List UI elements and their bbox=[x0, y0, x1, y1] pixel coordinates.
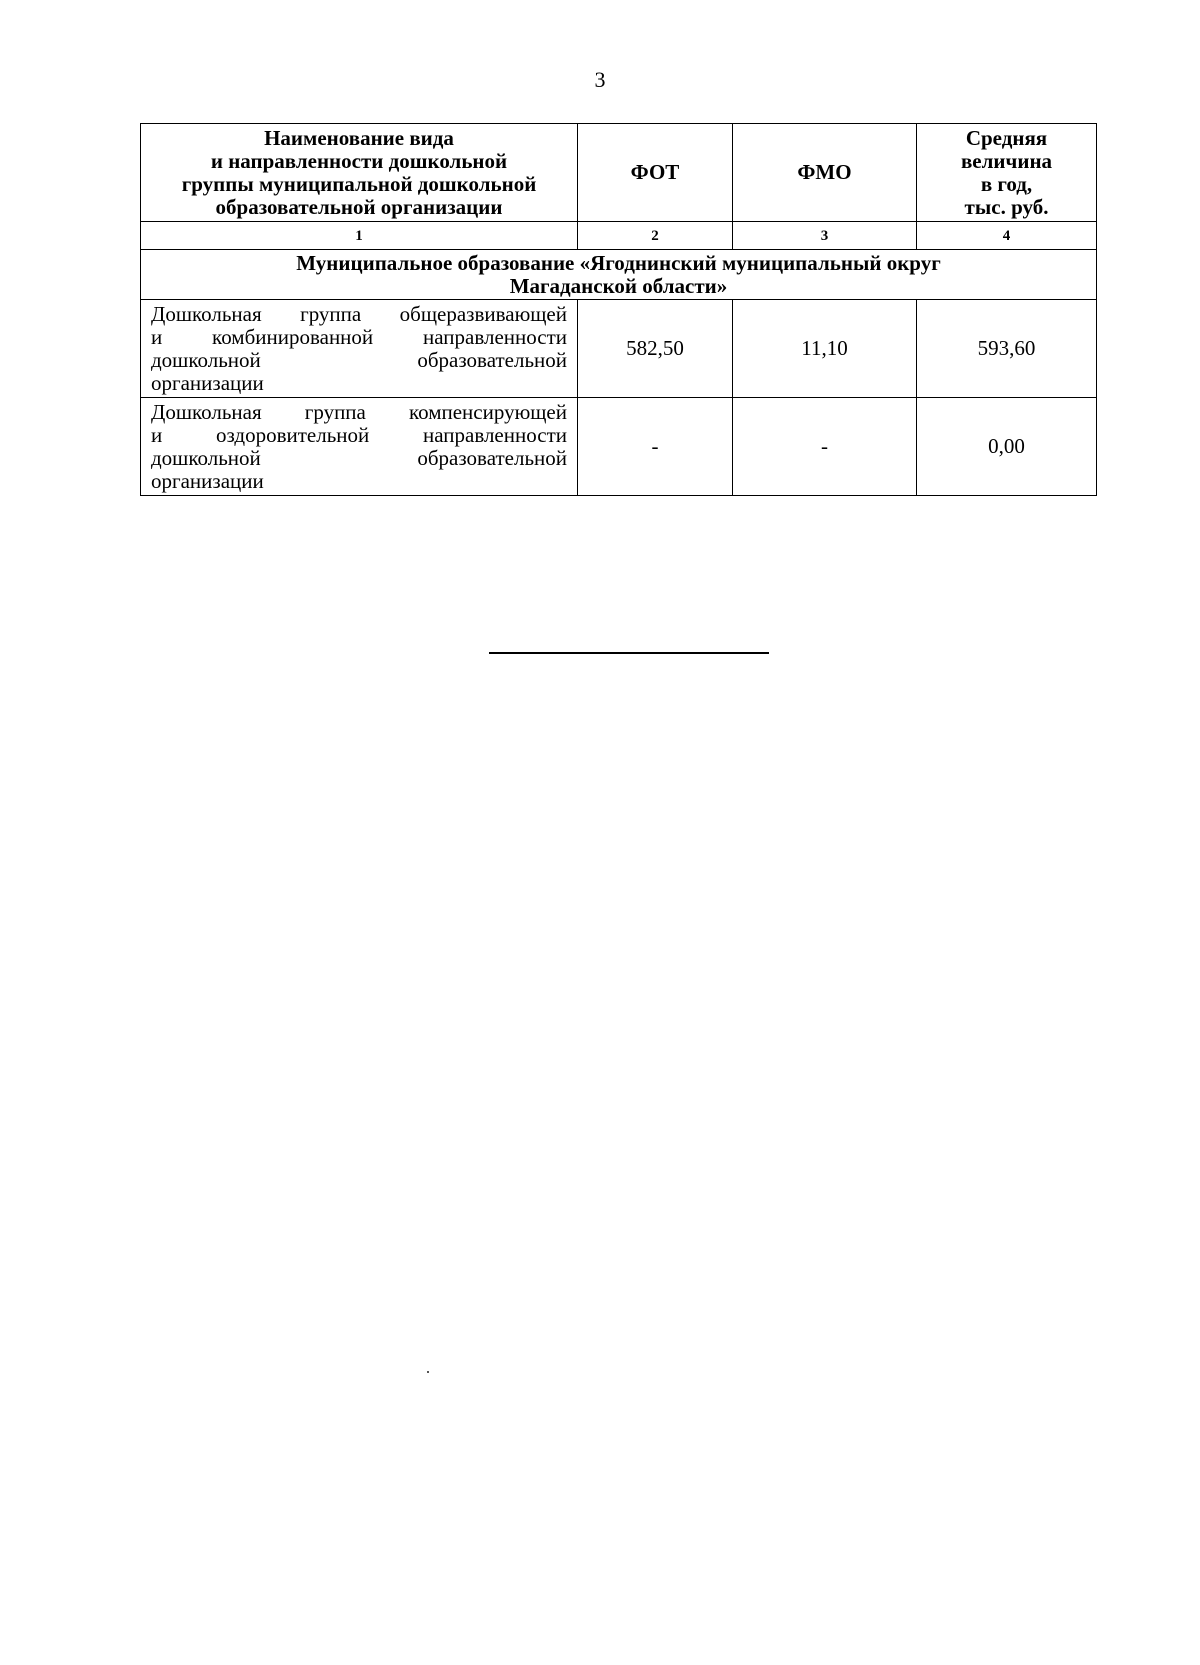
header-fot: ФОТ bbox=[630, 160, 680, 184]
row-name-line: Дошкольная группа общеразвивающей bbox=[151, 301, 567, 326]
row-name-line: Дошкольная группа компенсирующей bbox=[151, 399, 567, 424]
row-name-line: организации bbox=[151, 370, 264, 395]
row-avg-value: 0,00 bbox=[917, 398, 1097, 496]
section-row bbox=[141, 250, 1097, 300]
header-avg-line: величина bbox=[960, 148, 1053, 173]
section-title-line: Магаданской области» bbox=[509, 273, 728, 298]
header-name-line: группы муниципальной дошкольной bbox=[181, 171, 537, 196]
row-name-cell bbox=[141, 300, 578, 398]
section-title bbox=[141, 250, 1097, 300]
table-row bbox=[141, 300, 1097, 398]
separator-line bbox=[489, 652, 769, 654]
header-avg-line: в год, bbox=[980, 171, 1033, 196]
section-title-line: Муниципальное образование «Ягоднинский муниципальный округ bbox=[296, 250, 941, 275]
row-fmo-value: - bbox=[733, 398, 917, 496]
row-name-line: и оздоровительной направленности bbox=[151, 422, 567, 447]
header-name-line: и направленности дошкольной bbox=[210, 148, 508, 173]
row-fot-value: 582,50 bbox=[578, 300, 733, 398]
header-fmo-cell bbox=[733, 124, 917, 222]
column-number-row bbox=[141, 222, 1097, 250]
header-avg-line: тыс. руб. bbox=[964, 194, 1049, 219]
header-avg-line: Средняя bbox=[965, 125, 1048, 150]
column-number: 4 bbox=[917, 222, 1097, 250]
row-name-cell bbox=[141, 398, 578, 496]
scan-speck bbox=[427, 1371, 429, 1373]
row-fot-value: - bbox=[578, 398, 733, 496]
row-name-line: дошкольной образовательной bbox=[151, 347, 567, 372]
page-number: 3 bbox=[594, 67, 606, 92]
row-fmo-value: 11,10 bbox=[733, 300, 917, 398]
column-number: 1 bbox=[141, 222, 578, 250]
column-number: 3 bbox=[733, 222, 917, 250]
row-name-line: и комбинированной направленности bbox=[151, 324, 567, 349]
header-fmo: ФМО bbox=[797, 160, 852, 184]
header-name-line: Наименование вида bbox=[264, 125, 454, 150]
header-name-line: образовательной организации bbox=[215, 194, 503, 219]
table-row bbox=[141, 398, 1097, 496]
budget-table bbox=[140, 123, 1097, 496]
row-avg-value: 593,60 bbox=[917, 300, 1097, 398]
table-header-row bbox=[141, 124, 1097, 222]
header-avg-cell bbox=[917, 124, 1097, 222]
header-fot-cell bbox=[578, 124, 733, 222]
row-name-line: организации bbox=[151, 468, 264, 493]
row-name-line: дошкольной образовательной bbox=[151, 445, 567, 470]
header-name-cell bbox=[141, 124, 578, 222]
column-number: 2 bbox=[578, 222, 733, 250]
